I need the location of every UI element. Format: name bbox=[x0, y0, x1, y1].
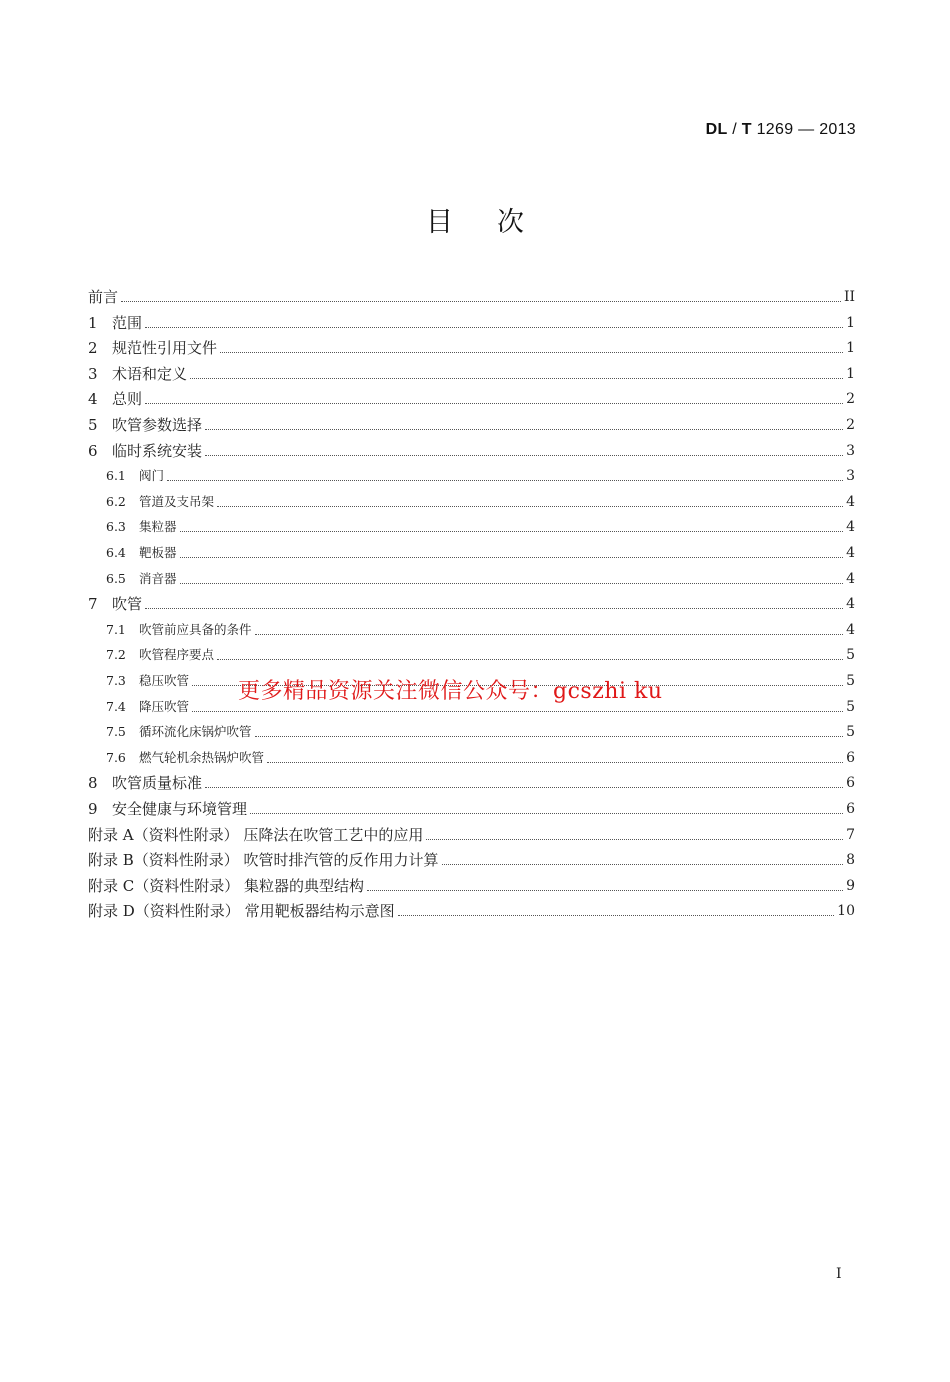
toc-entry[interactable] bbox=[88, 309, 855, 333]
standard-code bbox=[706, 121, 856, 139]
toc-entry-number: 7.1 bbox=[106, 621, 126, 637]
toc-entry-title bbox=[88, 466, 164, 486]
toc-entry-number: 7.4 bbox=[106, 698, 126, 714]
toc-entry-label: 燃气轮机余热锅炉吹管 bbox=[139, 749, 265, 765]
toc-entry[interactable] bbox=[88, 769, 855, 793]
dot-leader bbox=[250, 812, 843, 814]
toc-entry-number: 5 bbox=[88, 416, 98, 434]
toc-entry[interactable] bbox=[88, 641, 855, 665]
toc-entry-page: 1 bbox=[846, 365, 855, 382]
toc-entry-title bbox=[88, 671, 189, 691]
dot-leader bbox=[267, 761, 843, 763]
toc-entry-title bbox=[88, 313, 142, 333]
dot-leader bbox=[180, 582, 844, 584]
dot-leader bbox=[145, 326, 843, 328]
dot-leader bbox=[255, 735, 844, 737]
toc-entry-label: 阀门 bbox=[139, 468, 165, 484]
toc-entry-title bbox=[88, 620, 252, 640]
toc-entry-number: 6.1 bbox=[106, 468, 126, 484]
toc-entry[interactable] bbox=[88, 437, 855, 461]
toc-entry-title bbox=[88, 338, 217, 358]
dot-leader bbox=[442, 863, 844, 865]
toc-entry-title bbox=[88, 492, 214, 512]
toc-entry-label: 吹管参数选择 bbox=[112, 416, 203, 434]
toc-entry[interactable] bbox=[88, 744, 855, 768]
toc-entry-title bbox=[88, 901, 395, 921]
toc-entry[interactable] bbox=[88, 616, 855, 640]
toc-entry-label: 吹管 bbox=[112, 595, 143, 614]
toc-entry-label: 降压吹管 bbox=[139, 698, 190, 714]
toc-entry-number: 4 bbox=[88, 390, 98, 409]
toc-entry-page: 4 bbox=[846, 545, 855, 561]
toc-entry[interactable] bbox=[88, 565, 855, 589]
std-type: T bbox=[741, 121, 752, 138]
toc-entry[interactable] bbox=[88, 513, 855, 537]
toc-entry-page: 6 bbox=[846, 801, 855, 817]
toc-entry-label: 消音器 bbox=[139, 570, 177, 586]
toc-entry-page: 2 bbox=[846, 417, 855, 433]
toc-entry-title bbox=[88, 748, 264, 768]
toc-entry-page: 4 bbox=[846, 493, 855, 510]
toc-entry-page: 8 bbox=[846, 852, 855, 869]
toc-entry[interactable] bbox=[88, 590, 855, 614]
toc-entry-page: 7 bbox=[846, 826, 855, 843]
toc-entry-page: 5 bbox=[846, 647, 855, 664]
page-number: I bbox=[836, 1266, 842, 1282]
dot-leader bbox=[398, 914, 835, 916]
toc-entry-page: 5 bbox=[846, 673, 855, 689]
toc-entry-title bbox=[88, 722, 252, 742]
toc-entry-page: II bbox=[843, 289, 855, 305]
toc-entry[interactable] bbox=[88, 897, 855, 921]
toc-entry[interactable] bbox=[88, 360, 855, 384]
dot-leader bbox=[220, 351, 843, 353]
dot-leader bbox=[426, 838, 843, 840]
toc-entry-number: 2 bbox=[88, 339, 98, 358]
toc-entry-page: 2 bbox=[846, 391, 855, 408]
dot-leader bbox=[167, 479, 843, 481]
toc-entry-page: 1 bbox=[846, 314, 855, 331]
toc-entry[interactable] bbox=[88, 872, 855, 896]
toc-entry-number: 6.5 bbox=[106, 570, 126, 586]
toc-entry-page: 6 bbox=[846, 775, 855, 792]
toc-entry[interactable] bbox=[88, 795, 855, 819]
toc-entry-label: 总则 bbox=[112, 390, 143, 409]
toc-entry-page: 5 bbox=[846, 724, 855, 741]
toc-entry-page: 3 bbox=[846, 442, 855, 459]
toc-entry-label: 临时系统安装 bbox=[112, 441, 203, 460]
toc-entry[interactable] bbox=[88, 718, 855, 742]
dot-leader bbox=[121, 300, 841, 302]
toc-entry-page: 1 bbox=[846, 340, 855, 357]
toc-entry-page: 3 bbox=[846, 468, 855, 485]
toc-entry-page: 5 bbox=[846, 698, 855, 715]
toc-entry-number: 3 bbox=[88, 364, 98, 383]
toc-entry-title bbox=[88, 389, 142, 409]
toc-entry[interactable] bbox=[88, 821, 855, 845]
dot-leader bbox=[217, 505, 843, 507]
toc-entry-label: 吹管前应具备的条件 bbox=[139, 621, 252, 637]
toc-entry-label: 前言 bbox=[88, 288, 119, 306]
toc-entry-label: 附录 B（资料性附录） 吹管时排汽管的反作用力计算 bbox=[88, 851, 439, 870]
toc-entry[interactable] bbox=[88, 462, 855, 486]
toc-entry-label: 范围 bbox=[112, 313, 143, 332]
toc-entry[interactable] bbox=[88, 411, 855, 435]
toc-entry-page: 4 bbox=[846, 596, 855, 613]
dot-leader bbox=[205, 786, 843, 788]
toc-entry[interactable] bbox=[88, 846, 855, 870]
toc-entry-label: 附录 A（资料性附录） 压降法在吹管工艺中的应用 bbox=[88, 825, 424, 844]
dot-leader bbox=[217, 658, 843, 660]
toc-entry-label: 管道及支吊架 bbox=[139, 493, 215, 509]
toc-entry-title bbox=[88, 364, 187, 384]
toc-entry-title bbox=[88, 441, 202, 461]
toc-entry-number: 9 bbox=[88, 800, 98, 818]
toc-entry-label: 安全健康与环境管理 bbox=[112, 800, 248, 818]
toc-entry-label: 吹管质量标准 bbox=[112, 774, 203, 793]
toc-entry-page: 4 bbox=[846, 519, 855, 536]
toc-entry-number: 8 bbox=[88, 774, 98, 793]
toc-entry-label: 靶板器 bbox=[139, 545, 177, 560]
std-slash: / bbox=[732, 121, 738, 138]
toc-entry-page: 6 bbox=[846, 749, 855, 766]
toc-entry-title bbox=[88, 850, 439, 870]
toc-entry-title bbox=[88, 773, 202, 793]
toc-entry-title bbox=[88, 825, 423, 845]
toc-entry-title bbox=[88, 415, 202, 435]
dot-leader bbox=[205, 454, 843, 456]
toc-entry-title bbox=[88, 517, 177, 537]
toc-entry-title bbox=[88, 799, 247, 819]
std-prefix: DL bbox=[705, 121, 728, 138]
toc-entry[interactable] bbox=[88, 334, 855, 358]
toc-entry-number: 7.6 bbox=[106, 749, 126, 765]
toc-entry-page: 4 bbox=[846, 570, 855, 587]
toc-entry-label: 吹管程序要点 bbox=[139, 647, 215, 663]
dot-leader bbox=[192, 710, 843, 712]
toc-entry-number: 6.2 bbox=[106, 493, 126, 509]
toc-entry-title bbox=[88, 287, 118, 307]
toc-entry-label: 稳压吹管 bbox=[139, 673, 190, 688]
toc-entry-page: 10 bbox=[837, 903, 855, 920]
toc-entry-title bbox=[88, 697, 189, 717]
toc-entry[interactable] bbox=[88, 385, 855, 409]
toc-entry-number: 7.3 bbox=[106, 673, 126, 688]
toc-entry-label: 集粒器 bbox=[139, 519, 177, 535]
dot-leader bbox=[180, 530, 844, 532]
toc-entry-title bbox=[88, 876, 364, 896]
toc-entry-title bbox=[88, 594, 142, 614]
toc-entry-number: 6.4 bbox=[106, 545, 126, 560]
toc-entry-page: 9 bbox=[846, 877, 855, 894]
std-number: 1269 — 2013 bbox=[756, 121, 856, 138]
toc-entry-number: 7.5 bbox=[106, 724, 126, 740]
dot-leader bbox=[145, 402, 843, 404]
toc-entry-number: 6 bbox=[88, 441, 98, 460]
dot-leader bbox=[180, 556, 844, 558]
page-title: 目次 bbox=[426, 207, 568, 238]
dot-leader bbox=[255, 633, 844, 635]
toc-entry-title bbox=[88, 645, 214, 665]
toc-entry-label: 术语和定义 bbox=[112, 364, 188, 383]
toc-entry-title bbox=[88, 543, 177, 563]
dot-leader bbox=[145, 607, 843, 609]
dot-leader bbox=[205, 428, 843, 430]
toc-entry[interactable] bbox=[88, 539, 855, 563]
toc-entry-label: 规范性引用文件 bbox=[112, 339, 218, 358]
toc-entry[interactable] bbox=[88, 283, 855, 307]
toc-entry-label: 附录 D（资料性附录） 常用靶板器结构示意图 bbox=[88, 902, 395, 921]
dot-leader bbox=[367, 889, 843, 891]
toc-entry-label: 附录 C（资料性附录） 集粒器的典型结构 bbox=[88, 876, 365, 895]
toc-entry[interactable] bbox=[88, 488, 855, 512]
toc-entry-number: 7.2 bbox=[106, 647, 126, 663]
toc-entry-page: 4 bbox=[846, 621, 855, 638]
watermark-text: 更多精品资源关注微信公众号：gcszhi ku bbox=[238, 679, 663, 704]
toc-entry-number: 1 bbox=[88, 313, 98, 332]
toc-entry-title bbox=[88, 569, 177, 589]
toc-entry-number: 6.3 bbox=[106, 519, 126, 535]
dot-leader bbox=[190, 377, 843, 379]
toc-entry-label: 循环流化床锅炉吹管 bbox=[139, 724, 252, 740]
toc-entry-number: 7 bbox=[88, 595, 98, 614]
